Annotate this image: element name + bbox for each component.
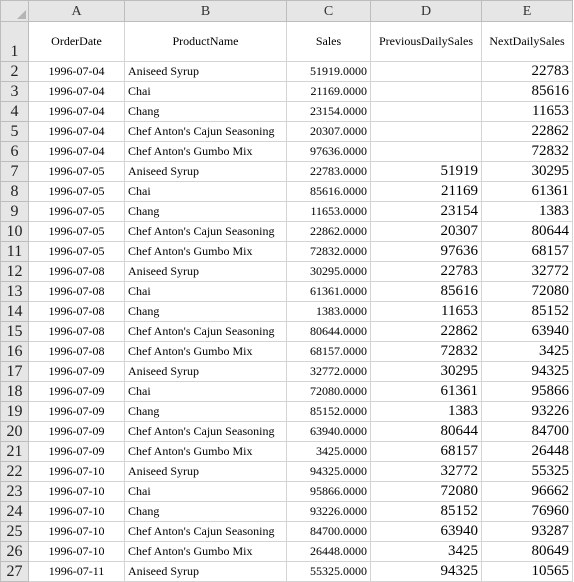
cell-productname[interactable]: Aniseed Syrup bbox=[125, 462, 287, 482]
cell-previousdailysales[interactable]: 51919 bbox=[371, 162, 482, 182]
column-header-a[interactable]: A bbox=[29, 1, 125, 22]
cell-nextdailysales[interactable]: 61361 bbox=[482, 182, 573, 202]
table-row bbox=[1, 182, 573, 202]
row-number[interactable]: 27 bbox=[1, 562, 29, 582]
cell-orderdate[interactable]: 1996-07-08 bbox=[29, 262, 125, 282]
row-number[interactable]: 2 bbox=[1, 62, 29, 82]
cell-nextdailysales[interactable]: 68157 bbox=[482, 242, 573, 262]
cell-sales[interactable]: 21169.0000 bbox=[287, 82, 371, 102]
table-row bbox=[1, 502, 573, 522]
cell-previousdailysales[interactable]: 94325 bbox=[371, 562, 482, 582]
table-row bbox=[1, 402, 573, 422]
cell-orderdate[interactable]: 1996-07-05 bbox=[29, 242, 125, 262]
cell-previousdailysales[interactable]: 85616 bbox=[371, 282, 482, 302]
row-number[interactable]: 21 bbox=[1, 442, 29, 462]
cell-productname[interactable]: Chef Anton's Cajun Seasoning bbox=[125, 322, 287, 342]
cell-sales[interactable]: 72832.0000 bbox=[287, 242, 371, 262]
cell-productname[interactable]: Chef Anton's Cajun Seasoning bbox=[125, 422, 287, 442]
cell-nextdailysales[interactable]: 93287 bbox=[482, 522, 573, 542]
cell-orderdate[interactable]: 1996-07-10 bbox=[29, 522, 125, 542]
cell-sales[interactable]: 30295.0000 bbox=[287, 262, 371, 282]
column-header-b[interactable]: B bbox=[125, 1, 287, 22]
cell-nextdailysales[interactable]: 85152 bbox=[482, 302, 573, 322]
cell-sales[interactable]: 68157.0000 bbox=[287, 342, 371, 362]
cell-orderdate[interactable]: 1996-07-05 bbox=[29, 162, 125, 182]
cell-orderdate[interactable]: 1996-07-08 bbox=[29, 322, 125, 342]
cell-nextdailysales[interactable]: 80649 bbox=[482, 542, 573, 562]
column-header-d[interactable]: D bbox=[371, 1, 482, 22]
table-row bbox=[1, 222, 573, 242]
cell-orderdate[interactable]: 1996-07-10 bbox=[29, 482, 125, 502]
cell-nextdailysales[interactable]: 76960 bbox=[482, 502, 573, 522]
table-row bbox=[1, 562, 573, 582]
cell-orderdate[interactable]: 1996-07-10 bbox=[29, 542, 125, 562]
table-row bbox=[1, 162, 573, 182]
table-row bbox=[1, 522, 573, 542]
cell-nextdailysales[interactable]: 55325 bbox=[482, 462, 573, 482]
cell-productname[interactable]: Chef Anton's Gumbo Mix bbox=[125, 142, 287, 162]
cell-previousdailysales[interactable]: 85152 bbox=[371, 502, 482, 522]
table-row bbox=[1, 122, 573, 142]
cell-sales[interactable]: 61361.0000 bbox=[287, 282, 371, 302]
table-row bbox=[1, 482, 573, 502]
cell-nextdailysales[interactable]: 95866 bbox=[482, 382, 573, 402]
cell-nextdailysales[interactable]: 3425 bbox=[482, 342, 573, 362]
row-number[interactable]: 26 bbox=[1, 542, 29, 562]
table-row bbox=[1, 382, 573, 402]
cell-nextdailysales[interactable]: 72080 bbox=[482, 282, 573, 302]
cell-previousdailysales[interactable] bbox=[371, 142, 482, 162]
cell-nextdailysales[interactable]: 22783 bbox=[482, 62, 573, 82]
cell-previousdailysales[interactable]: 11653 bbox=[371, 302, 482, 322]
cell-nextdailysales[interactable]: 80644 bbox=[482, 222, 573, 242]
cell-previousdailysales[interactable] bbox=[371, 102, 482, 122]
cell-previousdailysales[interactable]: 80644 bbox=[371, 422, 482, 442]
row-number[interactable]: 18 bbox=[1, 382, 29, 402]
cell-orderdate[interactable]: 1996-07-08 bbox=[29, 282, 125, 302]
row-number[interactable]: 23 bbox=[1, 482, 29, 502]
cell-previousdailysales[interactable]: 97636 bbox=[371, 242, 482, 262]
table-row bbox=[1, 422, 573, 442]
table-row bbox=[1, 262, 573, 282]
table-row bbox=[1, 282, 573, 302]
header-cell-sales[interactable]: Sales bbox=[287, 22, 371, 62]
cell-orderdate[interactable]: 1996-07-04 bbox=[29, 102, 125, 122]
cell-previousdailysales[interactable]: 72080 bbox=[371, 482, 482, 502]
cell-previousdailysales[interactable]: 22783 bbox=[371, 262, 482, 282]
cell-nextdailysales[interactable]: 94325 bbox=[482, 362, 573, 382]
cell-orderdate[interactable]: 1996-07-04 bbox=[29, 62, 125, 82]
table-row bbox=[1, 142, 573, 162]
row-number[interactable]: 15 bbox=[1, 322, 29, 342]
cell-sales[interactable]: 85616.0000 bbox=[287, 182, 371, 202]
cell-nextdailysales[interactable]: 26448 bbox=[482, 442, 573, 462]
row-number[interactable]: 12 bbox=[1, 262, 29, 282]
row-number[interactable]: 24 bbox=[1, 502, 29, 522]
cell-productname[interactable]: Chang bbox=[125, 402, 287, 422]
cell-sales[interactable]: 23154.0000 bbox=[287, 102, 371, 122]
cell-sales[interactable]: 84700.0000 bbox=[287, 522, 371, 542]
cell-productname[interactable]: Chef Anton's Gumbo Mix bbox=[125, 442, 287, 462]
row-number[interactable]: 16 bbox=[1, 342, 29, 362]
cell-previousdailysales[interactable]: 22862 bbox=[371, 322, 482, 342]
cell-sales[interactable]: 93226.0000 bbox=[287, 502, 371, 522]
cell-sales[interactable]: 95866.0000 bbox=[287, 482, 371, 502]
cell-sales[interactable]: 63940.0000 bbox=[287, 422, 371, 442]
row-number[interactable]: 9 bbox=[1, 202, 29, 222]
row-number[interactable]: 17 bbox=[1, 362, 29, 382]
cell-productname[interactable]: Chef Anton's Cajun Seasoning bbox=[125, 522, 287, 542]
table-row bbox=[1, 462, 573, 482]
row-number[interactable]: 7 bbox=[1, 162, 29, 182]
row-number[interactable]: 1 bbox=[1, 22, 29, 62]
row-number[interactable]: 11 bbox=[1, 242, 29, 262]
row-number[interactable]: 13 bbox=[1, 282, 29, 302]
cell-productname[interactable]: Chef Anton's Gumbo Mix bbox=[125, 542, 287, 562]
table-row bbox=[1, 542, 573, 562]
cell-orderdate[interactable]: 1996-07-04 bbox=[29, 122, 125, 142]
cell-previousdailysales[interactable]: 30295 bbox=[371, 362, 482, 382]
cell-previousdailysales[interactable]: 63940 bbox=[371, 522, 482, 542]
row-number[interactable]: 22 bbox=[1, 462, 29, 482]
cell-sales[interactable]: 51919.0000 bbox=[287, 62, 371, 82]
cell-previousdailysales[interactable]: 21169 bbox=[371, 182, 482, 202]
row-number[interactable]: 10 bbox=[1, 222, 29, 242]
cell-sales[interactable]: 32772.0000 bbox=[287, 362, 371, 382]
cell-sales[interactable]: 22862.0000 bbox=[287, 222, 371, 242]
cell-nextdailysales[interactable]: 32772 bbox=[482, 262, 573, 282]
cell-nextdailysales[interactable]: 22862 bbox=[482, 122, 573, 142]
row-number[interactable]: 8 bbox=[1, 182, 29, 202]
header-cell-previousdailysales[interactable]: PreviousDailySales bbox=[371, 22, 482, 62]
cell-orderdate[interactable]: 1996-07-09 bbox=[29, 442, 125, 462]
cell-productname[interactable]: Chai bbox=[125, 482, 287, 502]
cell-productname[interactable]: Aniseed Syrup bbox=[125, 62, 287, 82]
header-cell-nextdailysales[interactable]: NextDailySales bbox=[482, 22, 573, 62]
cell-orderdate[interactable]: 1996-07-10 bbox=[29, 502, 125, 522]
cell-previousdailysales[interactable]: 61361 bbox=[371, 382, 482, 402]
cell-previousdailysales[interactable]: 72832 bbox=[371, 342, 482, 362]
row-number[interactable]: 3 bbox=[1, 82, 29, 102]
cell-orderdate[interactable]: 1996-07-09 bbox=[29, 402, 125, 422]
cell-productname[interactable]: Chang bbox=[125, 202, 287, 222]
cell-productname[interactable]: Aniseed Syrup bbox=[125, 362, 287, 382]
table-row bbox=[1, 442, 573, 462]
cell-sales[interactable]: 3425.0000 bbox=[287, 442, 371, 462]
cell-nextdailysales[interactable]: 10565 bbox=[482, 562, 573, 582]
cell-productname[interactable]: Chang bbox=[125, 302, 287, 322]
cell-sales[interactable]: 20307.0000 bbox=[287, 122, 371, 142]
row-number[interactable]: 4 bbox=[1, 102, 29, 122]
cell-previousdailysales[interactable]: 20307 bbox=[371, 222, 482, 242]
header-cell-productname[interactable]: ProductName bbox=[125, 22, 287, 62]
table-row bbox=[1, 302, 573, 322]
cell-orderdate[interactable]: 1996-07-05 bbox=[29, 202, 125, 222]
cell-sales[interactable]: 22783.0000 bbox=[287, 162, 371, 182]
header-row bbox=[1, 22, 573, 62]
cell-orderdate[interactable]: 1996-07-04 bbox=[29, 82, 125, 102]
cell-productname[interactable]: Aniseed Syrup bbox=[125, 162, 287, 182]
table-row bbox=[1, 82, 573, 102]
cell-sales[interactable]: 80644.0000 bbox=[287, 322, 371, 342]
cell-productname[interactable]: Chef Anton's Gumbo Mix bbox=[125, 342, 287, 362]
column-header-row bbox=[1, 1, 573, 22]
cell-nextdailysales[interactable]: 30295 bbox=[482, 162, 573, 182]
cell-orderdate[interactable]: 1996-07-10 bbox=[29, 462, 125, 482]
row-number[interactable]: 5 bbox=[1, 122, 29, 142]
table-row bbox=[1, 322, 573, 342]
cell-productname[interactable]: Chai bbox=[125, 282, 287, 302]
cell-nextdailysales[interactable]: 72832 bbox=[482, 142, 573, 162]
table-row bbox=[1, 342, 573, 362]
row-number[interactable]: 20 bbox=[1, 422, 29, 442]
cell-orderdate[interactable]: 1996-07-04 bbox=[29, 142, 125, 162]
cell-sales[interactable]: 11653.0000 bbox=[287, 202, 371, 222]
header-cell-orderdate[interactable]: OrderDate bbox=[29, 22, 125, 62]
cell-orderdate[interactable]: 1996-07-09 bbox=[29, 362, 125, 382]
cell-sales[interactable]: 26448.0000 bbox=[287, 542, 371, 562]
cell-nextdailysales[interactable]: 1383 bbox=[482, 202, 573, 222]
cell-previousdailysales[interactable] bbox=[371, 122, 482, 142]
cell-previousdailysales[interactable] bbox=[371, 82, 482, 102]
column-header-e[interactable]: E bbox=[482, 1, 573, 22]
cell-productname[interactable]: Chang bbox=[125, 102, 287, 122]
cell-sales[interactable]: 94325.0000 bbox=[287, 462, 371, 482]
cell-orderdate[interactable]: 1996-07-05 bbox=[29, 222, 125, 242]
table-row bbox=[1, 102, 573, 122]
row-number[interactable]: 19 bbox=[1, 402, 29, 422]
cell-nextdailysales[interactable]: 11653 bbox=[482, 102, 573, 122]
cell-sales[interactable]: 85152.0000 bbox=[287, 402, 371, 422]
cell-sales[interactable]: 72080.0000 bbox=[287, 382, 371, 402]
cell-previousdailysales[interactable]: 32772 bbox=[371, 462, 482, 482]
cell-orderdate[interactable]: 1996-07-09 bbox=[29, 382, 125, 402]
cell-sales[interactable]: 97636.0000 bbox=[287, 142, 371, 162]
table-row bbox=[1, 362, 573, 382]
cell-sales[interactable]: 55325.0000 bbox=[287, 562, 371, 582]
cell-productname[interactable]: Aniseed Syrup bbox=[125, 562, 287, 582]
table-row bbox=[1, 242, 573, 262]
cell-productname[interactable]: Chai bbox=[125, 382, 287, 402]
table-row bbox=[1, 62, 573, 82]
cell-orderdate[interactable]: 1996-07-08 bbox=[29, 302, 125, 322]
row-number[interactable]: 6 bbox=[1, 142, 29, 162]
column-header-c[interactable]: C bbox=[287, 1, 371, 22]
row-number[interactable]: 14 bbox=[1, 302, 29, 322]
row-number[interactable]: 25 bbox=[1, 522, 29, 542]
cell-previousdailysales[interactable]: 68157 bbox=[371, 442, 482, 462]
cell-nextdailysales[interactable]: 84700 bbox=[482, 422, 573, 442]
cell-previousdailysales[interactable]: 1383 bbox=[371, 402, 482, 422]
cell-productname[interactable]: Aniseed Syrup bbox=[125, 262, 287, 282]
cell-productname[interactable]: Chang bbox=[125, 502, 287, 522]
cell-productname[interactable]: Chef Anton's Gumbo Mix bbox=[125, 242, 287, 262]
cell-previousdailysales[interactable]: 23154 bbox=[371, 202, 482, 222]
cell-previousdailysales[interactable]: 3425 bbox=[371, 542, 482, 562]
cell-nextdailysales[interactable]: 85616 bbox=[482, 82, 573, 102]
cell-nextdailysales[interactable]: 93226 bbox=[482, 402, 573, 422]
cell-orderdate[interactable]: 1996-07-09 bbox=[29, 422, 125, 442]
cell-previousdailysales[interactable] bbox=[371, 62, 482, 82]
cell-nextdailysales[interactable]: 96662 bbox=[482, 482, 573, 502]
cell-productname[interactable]: Chef Anton's Cajun Seasoning bbox=[125, 122, 287, 142]
table-row bbox=[1, 202, 573, 222]
cell-orderdate[interactable]: 1996-07-08 bbox=[29, 342, 125, 362]
cell-orderdate[interactable]: 1996-07-11 bbox=[29, 562, 125, 582]
cell-sales[interactable]: 1383.0000 bbox=[287, 302, 371, 322]
cell-productname[interactable]: Chai bbox=[125, 182, 287, 202]
cell-productname[interactable]: Chef Anton's Cajun Seasoning bbox=[125, 222, 287, 242]
cell-nextdailysales[interactable]: 63940 bbox=[482, 322, 573, 342]
select-all-corner[interactable] bbox=[1, 1, 29, 22]
cell-productname[interactable]: Chai bbox=[125, 82, 287, 102]
cell-orderdate[interactable]: 1996-07-05 bbox=[29, 182, 125, 202]
